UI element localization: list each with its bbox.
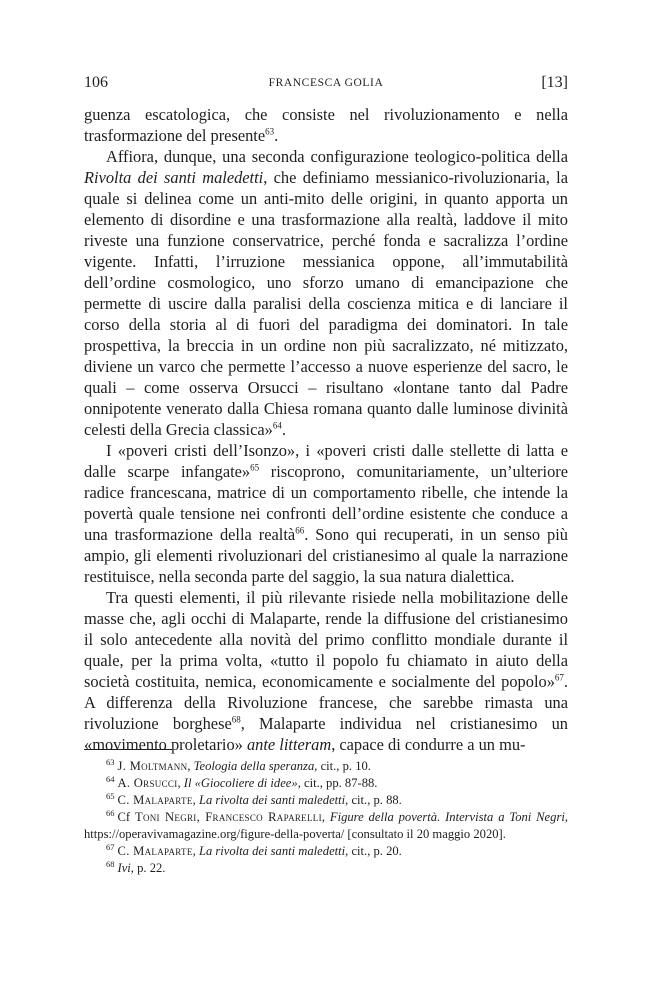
footnote-ref-66[interactable]: 66 [295,525,305,536]
footnote-66: $^{66}$ Cf Toni Negri, Francesco Raparelli, Figure della povertà. Intervista a Toni Negri, https://operavivamagazine.org/figure-della-poverta/ [consultato il 20 maggio 2020]. [84,807,569,841]
running-head-author: FRANCESCA GOLIA [268,77,384,89]
paragraph-2: Affiora, dunque, una seconda configurazione teologico-politica della Rivolta dei santi maledetti, che definiamo messianico-rivoluzionaria, la quale si delinea come un anti-mito delle origini, in quanto apporta un elemento di disordine e una trasformazione alla realtà, laddove il mito riveste una funzione conservatrice, perché fonda e sacralizza l’ordine vigente. Infatti, l’irruzione messianica oppone, all’immutabilità dell’ordine cosmologico, uno sforzo umano di emancipazione che permette di uscire dalla paralisi della coscienza mitica e di lanciare il corso della storia al di fuori del paradigma dei dominatori. In tale prospettiva, la breccia in un ordine non più sacralizzato, né mitizzato, diviene un varco che permette l’accesso a nuove esperienze del sacro, le quali – come osserva Orsucci – risultano «lontane tanto dal Padre onnipotente venerato dalla Chiesa romana quanto dalle luminose divinità celesti della Grecia classica»$^{64}$. [84,147,568,439]
paragraph-3: I «poveri cristi dell’Isonzo», i «poveri cristi dalle stellette di latta e dalle scarpe infangate»$^{65}$ riscoprono, comunitariamente, un’ulteriore radice francescana, matrice di un comportamento ribelle, che intende la povertà quale tensione nei confronti dell’ordine esistente che conduce a una trasformazione della realtà$^{66}$. Sono qui recuperati, in un senso più ampio, gli elementi rivoluzionari del cristianesimo al quale la narrazione restituisce, nella seconda parte del saggio, la sua natura dialettica. [84,441,569,586]
footnote-64: $^{64}$ A. Orsucci, Il «Giocoliere di idee», cit., pp. 87-88. [106,773,378,790]
footnote-ref-65[interactable]: 65 [250,462,260,473]
footnote-separator [84,749,172,750]
footnotes [84,758,568,877]
body-text [84,104,568,755]
footnote-ref-64[interactable]: 64 [272,420,282,431]
page-number: 106 [84,74,108,91]
paragraph-4: Tra questi elementi, il più rilevante risiede nella mobilitazione delle masse che, agli occhi di Malaparte, rende la diffusione del cristianesimo il solo antecedente alla novità del primo conflitto mondiale durante il quale, per la prima volta, «tutto il popolo fu chiamato in aiuto della società costituita, nemica, economicamente e socialmente del popolo»$^{67}$. A differenza della Rivoluzione francese, che sarebbe rimasta una rivoluzione borghese$^{68}$, Malaparte individua nel cristianesimo un «movimento proletario» ante litteram, capace di condurre a un mu- [84,588,568,754]
section-number: [13] [541,74,568,91]
footnote-67: $^{67}$ C. Malaparte, La rivolta dei santi maledetti, cit., p. 20. [106,841,402,858]
footnote-65: $^{65}$ C. Malaparte, La rivolta dei santi maledetti, cit., p. 88. [106,790,402,807]
running-head [84,74,568,96]
footnote-ref-63[interactable]: 63 [265,126,275,137]
footnote-ref-67[interactable]: 67 [554,672,564,683]
footnote-68: $^{68}$ Ivi, p. 22. [106,858,166,875]
footnote-63: $^{63}$ J. Moltmann, Teologia della speranza, cit., p. 10. [106,756,371,773]
paragraph-1: guenza escatologica, che consiste nel rivoluzionamento e nella trasformazione del presente$^{63}$. [84,105,568,145]
footnote-ref-68[interactable]: 68 [231,714,241,725]
